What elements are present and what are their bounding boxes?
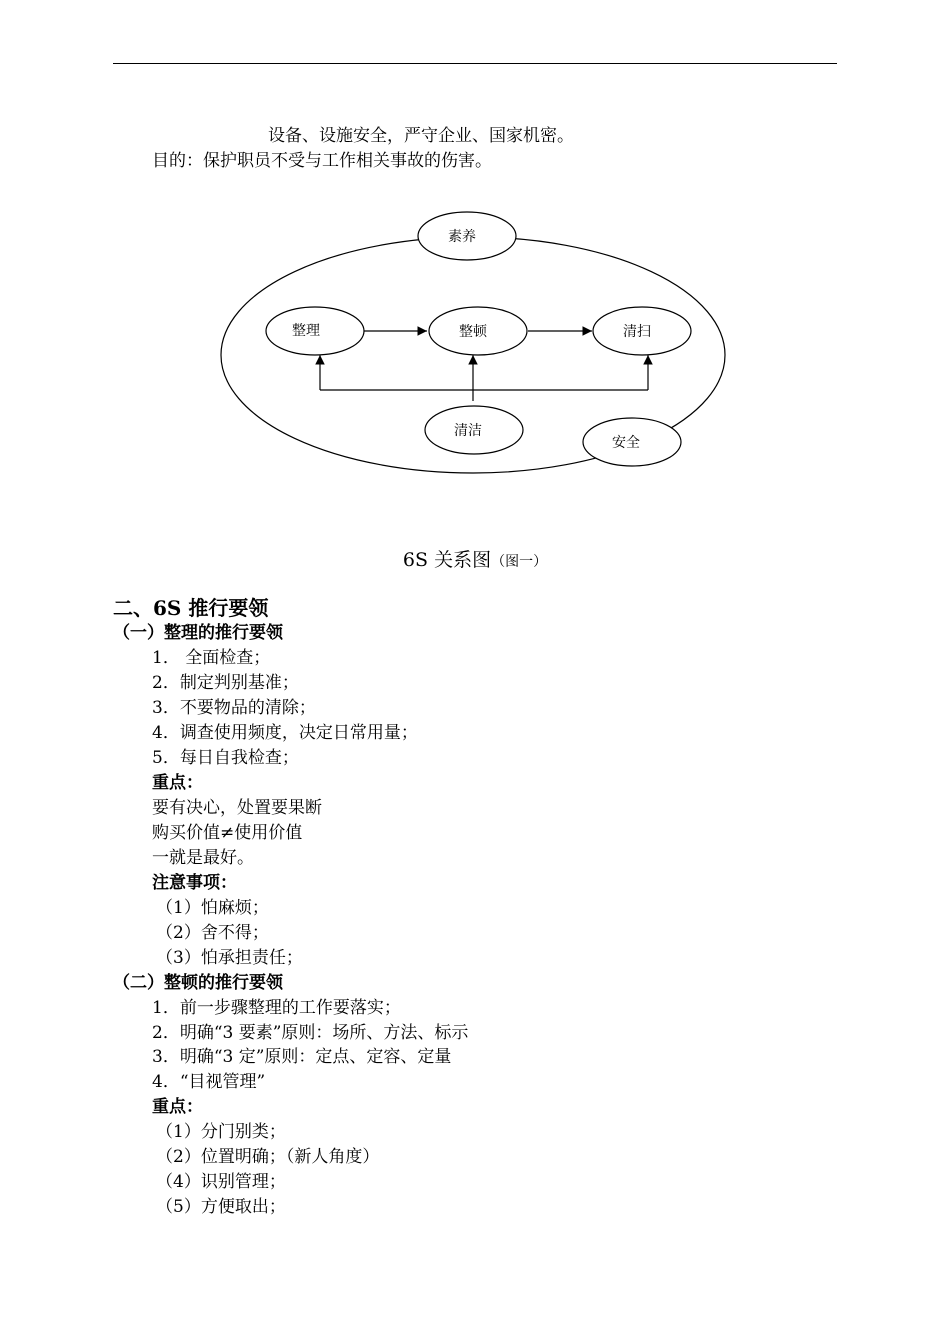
part-2-key-point: （5）方便取出； bbox=[156, 1197, 286, 1217]
part-1-key-line: 购买价值≠使用价值 bbox=[152, 823, 303, 843]
part-1-item: 3．不要物品的清除； bbox=[152, 698, 316, 718]
intro-line-2: 目的：保护职员不受与工作相关事故的伤害。 bbox=[152, 151, 492, 171]
part-2-key-point: （4）识别管理； bbox=[156, 1172, 286, 1192]
node-anquan bbox=[583, 418, 681, 466]
section-2-title: 二、6S 推行要领 bbox=[113, 596, 269, 620]
part-1-note: （3）怕承担责任； bbox=[156, 948, 303, 968]
node-qingsao bbox=[593, 307, 691, 355]
part-1-item: 1． 全面检查； bbox=[152, 648, 271, 668]
part-1-item: 5．每日自我检查； bbox=[152, 748, 299, 768]
node-suyang bbox=[418, 212, 516, 260]
node-qingsao-label: 清扫 bbox=[623, 324, 651, 340]
figure-caption-title: 6S 关系图 bbox=[402, 549, 492, 571]
node-suyang-label: 素养 bbox=[448, 229, 476, 245]
part-1-note: （2）舍不得； bbox=[156, 923, 269, 943]
intro-line-1: 设备、设施安全，严守企业、国家机密。 bbox=[268, 126, 574, 146]
part-2-item: 2．明确“3 要素”原则：场所、方法、标示 bbox=[152, 1023, 469, 1043]
part-2-item: 1．前一步骤整理的工作要落实； bbox=[152, 998, 401, 1018]
6s-relationship-diagram bbox=[0, 0, 950, 540]
part-1-key-line: 一就是最好。 bbox=[152, 848, 254, 868]
part-2-item: 3．明确“3 定”原则：定点、定容、定量 bbox=[152, 1047, 452, 1067]
node-zhengli bbox=[266, 307, 364, 355]
part-1-key-label: 重点： bbox=[152, 773, 203, 793]
node-qingjie bbox=[425, 406, 523, 454]
part-2-key-point: （2）位置明确；（新人角度） bbox=[156, 1147, 380, 1167]
part-2-key-point: （1）分门别类； bbox=[156, 1122, 286, 1142]
figure-caption bbox=[0, 546, 950, 576]
node-qingjie-label: 清洁 bbox=[454, 423, 482, 439]
part-2-key-label: 重点： bbox=[152, 1097, 203, 1117]
node-zhengli-label: 整理 bbox=[292, 323, 320, 339]
part-1-note: （1）怕麻烦； bbox=[156, 898, 269, 918]
node-zhengdun bbox=[429, 307, 527, 355]
part-2-title: （二）整顿的推行要领 bbox=[113, 973, 283, 993]
part-1-title: （一）整理的推行要领 bbox=[113, 623, 283, 643]
part-1-notes-label: 注意事项： bbox=[152, 873, 237, 893]
part-1-key-line: 要有决心，处置要果断 bbox=[152, 798, 322, 818]
node-anquan-label: 安全 bbox=[612, 435, 640, 451]
node-zhengdun-label: 整顿 bbox=[459, 324, 487, 340]
figure-caption-note: （图一） bbox=[491, 554, 548, 570]
part-1-item: 4．调查使用频度，决定日常用量； bbox=[152, 723, 418, 743]
part-1-item: 2．制定判别基准； bbox=[152, 673, 299, 693]
part-2-item: 4．“目视管理” bbox=[152, 1072, 266, 1092]
